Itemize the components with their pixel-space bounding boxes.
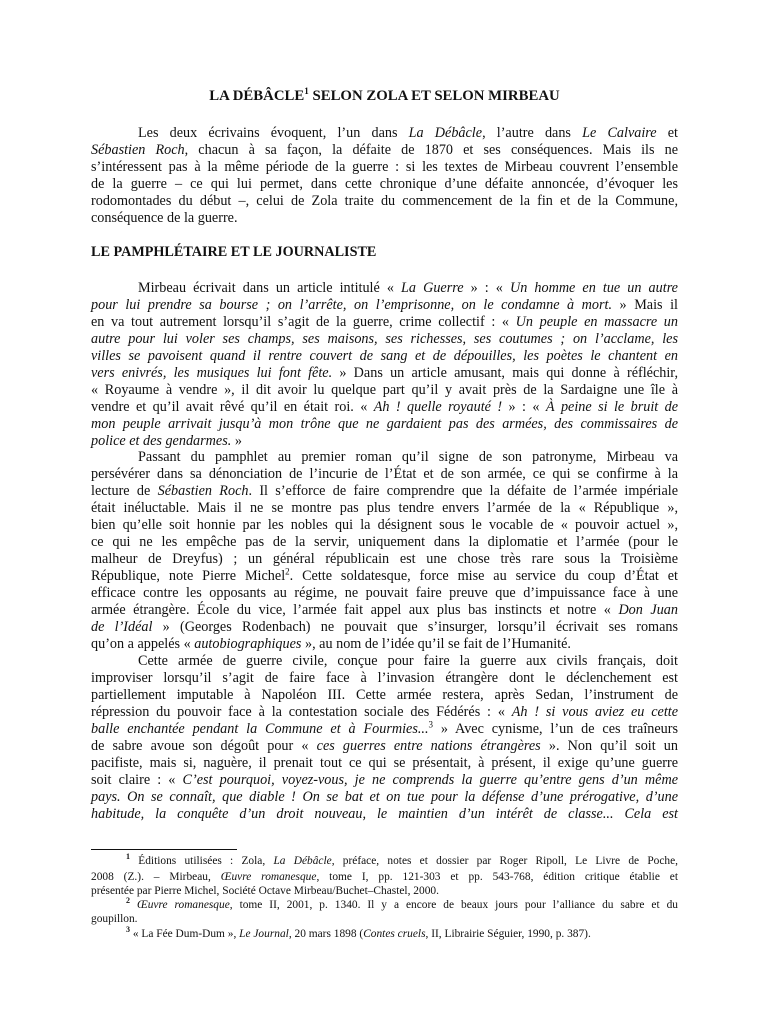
text-run: » xyxy=(231,433,242,449)
body-line xyxy=(91,331,678,347)
body-line xyxy=(91,551,678,567)
footnote-ref: 3 xyxy=(126,925,130,935)
document-title xyxy=(91,88,678,105)
italic-text: La Débâcle xyxy=(408,125,483,141)
body-line xyxy=(91,704,678,720)
body-line xyxy=(91,142,678,158)
italic-text: autre pour lui voler ses champs, ses maisons, ses richesses, ses coutumes ; on l’acclame, les xyxy=(91,331,678,347)
text-run: efficace contre les opposants au régime, ne pouvait faire preuve que d’impuissance face à une xyxy=(91,585,678,601)
text-run: , l’autre dans xyxy=(482,125,583,141)
text-run: , tome I, pp. 121-303 et pp. 543-768, édition critique établie et xyxy=(316,871,678,883)
italic-text: Le Journal xyxy=(239,928,289,940)
body-line xyxy=(91,806,678,822)
body-line xyxy=(91,517,678,533)
text-run: armée étrangère. École du vice, l’armée fait appel aux plus bas instincts et notre « xyxy=(91,602,619,618)
body-line xyxy=(91,449,678,465)
body-line xyxy=(91,755,678,771)
body-line xyxy=(91,314,678,330)
text-run: bien qu’elle soit honnie par les nobles qui la désignent sous le vocable de « pouvoir actuel », xyxy=(91,517,678,533)
body-line xyxy=(91,159,678,175)
text-run: , II, Librairie Séguier, 1990, p. 387). xyxy=(425,928,591,940)
italic-text: balle enchantée pendant la Commune et à Fourmies... xyxy=(91,721,429,737)
text-run xyxy=(130,899,137,911)
body-line xyxy=(91,297,678,313)
body-line xyxy=(91,585,678,601)
text-run: goupillon. xyxy=(91,913,138,925)
italic-text: de l’Idéal xyxy=(91,619,153,635)
italic-text: vers enivrés, les musiques lui font fête. xyxy=(91,365,333,381)
body-line xyxy=(91,483,678,499)
text-run: » Mais il xyxy=(612,297,678,313)
footnote-ref: 3 xyxy=(428,719,433,730)
footnote-ref: 2 xyxy=(285,566,290,577)
text-run: de sabre avoue son dégoût pour « xyxy=(91,738,317,754)
text-run: LA DÉBÂCLE xyxy=(209,88,305,104)
text-run: pacifiste, mais si, naguère, il prenait tout ce qui se présentait, à présent, il exige qu’une guerre xyxy=(91,755,678,771)
body-line xyxy=(91,176,678,192)
body-line xyxy=(91,348,678,364)
body-line xyxy=(91,193,678,209)
text-run: partiellement imputable à Napoléon III. Cette armée restera, après Sedan, l’instrument de xyxy=(91,687,678,703)
footnote-line xyxy=(91,884,678,898)
footnote-ref: 1 xyxy=(304,86,309,97)
text-run: République, note Pierre Michel xyxy=(91,568,286,584)
italic-text: villes se pavoisent quand il rentre couvert de sang et de dépouilles, les poètes le chantent en xyxy=(91,348,678,364)
italic-text: pays. On se connaît, que diable ! On se bat et on tue pour la défense d’une prérogative, d’une xyxy=(91,789,678,805)
text-run: improviser lorsqu’il s’agit de faire face à l’invasion étrangère dont le déclenchement est xyxy=(91,670,678,686)
body-line xyxy=(91,399,678,415)
text-run: qu’on a appelés « xyxy=(91,636,195,652)
text-run: , chacun à sa façon, la défaite de 1870 et ses conséquences. Mais ils ne xyxy=(184,142,678,158)
italic-text: mon peuple arrivait jusqu’à mon trône que ne gardaient pas des armées, des commissaires de xyxy=(91,416,678,432)
text-run: « Royaume à vendre », il dit avoir lu quelque part qu’il y avait près de la Sardaigne une île à xyxy=(91,382,678,398)
text-run: persévérer dans sa dénonciation de l’incurie de l’État et de son armée, ce qui se confirme à la xyxy=(91,466,678,482)
text-run: présentée par Pierre Michel, Société Octave Mirbeau/Buchet–Chastel, 2000. xyxy=(91,885,439,897)
italic-text: La Guerre xyxy=(401,280,464,296)
footnote-line xyxy=(91,870,678,884)
body-line xyxy=(91,789,678,805)
italic-text: Don Juan xyxy=(618,602,678,618)
footnote-line xyxy=(91,912,678,926)
text-run: répression du pouvoir face à la contestation sociale des Fédérés : « xyxy=(91,704,512,720)
text-run: , 20 mars 1898 ( xyxy=(288,928,364,940)
text-run: lecture de xyxy=(91,483,158,499)
text-run: de la guerre – ce qui lui permet, dans cette chronique d’une défaite annoncée, d’évoquer les xyxy=(91,176,678,192)
body-line xyxy=(91,670,678,686)
italic-text: Un peuple en massacre un xyxy=(515,314,678,330)
text-run: » (Georges Rodenbach) ne pouvait que s’insurger, lorsqu’il écrivait ses romans xyxy=(152,619,678,635)
italic-text: Contes cruels xyxy=(363,928,426,940)
body-line xyxy=(91,280,678,296)
body-line xyxy=(91,653,678,669)
text-run: Éditions utilisées : Zola, xyxy=(130,855,274,867)
footnote-ref: 2 xyxy=(126,896,130,906)
text-run: « La Fée Dum-Dum », xyxy=(130,928,240,940)
footnote-line xyxy=(91,927,678,941)
footnote-line xyxy=(91,854,678,868)
text-run: , tome II, 2001, p. 1340. Il y a encore de beaux jours pour l’alliance du sabre et du xyxy=(229,899,678,911)
text-run: conséquence de la guerre. xyxy=(91,210,238,226)
body-line xyxy=(91,433,678,449)
italic-text: À peine si le bruit de xyxy=(545,399,679,415)
text-run: Cette armée de guerre civile, conçue pour faire la guerre aux civils français, doit xyxy=(138,653,678,669)
italic-text: habitude, la conquête d’un droit nouveau, le maintien d’un intérêt de classe... Cela est xyxy=(91,806,678,822)
section-heading: LE PAMPHLÉTAIRE ET LE JOURNALISTE xyxy=(91,244,377,260)
text-run: rodomontades du début –, celui de Zola traite du commencement de la fin et de la Commune, xyxy=(91,193,678,209)
body-line xyxy=(91,382,678,398)
text-run: , préface, notes et dossier par Roger Ripoll, Le Livre de Poche, xyxy=(331,855,679,867)
italic-text: Œuvre romanesque xyxy=(220,871,317,883)
footnote-separator xyxy=(91,849,237,850)
italic-text: Ah ! si vous aviez eu cette xyxy=(511,704,678,720)
footnote-ref: 1 xyxy=(126,852,130,862)
text-run: », au nom de l’idée qu’il se fait de l’Humanité. xyxy=(301,636,571,652)
body-line xyxy=(91,721,678,737)
body-line xyxy=(91,125,678,141)
italic-text: Sébastien Roch xyxy=(91,142,185,158)
italic-text: ces guerres entre nations étrangères xyxy=(316,738,541,754)
body-line xyxy=(91,416,678,432)
text-run: ce qui ne les empêche pas de la servir, uniquement dans la diplomatie et l’armée (pour le xyxy=(91,534,678,550)
body-line xyxy=(91,772,678,788)
text-run: vendre et qu’il avait rêvé qu’il en était roi. « xyxy=(91,399,374,415)
footnote-line xyxy=(91,898,678,912)
text-run: » : « xyxy=(502,399,546,415)
text-run: . Il s’efforce de faire comprendre que la défaite de l’armée impériale xyxy=(248,483,679,499)
text-run: SELON ZOLA ET SELON MIRBEAU xyxy=(308,88,560,104)
italic-text: Le Calvaire xyxy=(582,125,657,141)
body-line xyxy=(91,466,678,482)
italic-text: Ah ! quelle royauté ! xyxy=(373,399,503,415)
italic-text: La Débâcle xyxy=(273,855,332,867)
body-line xyxy=(91,738,678,754)
body-line xyxy=(91,636,678,652)
text-run: malheur de Dreyfus) ; un général républicain est une chose très rare sous la Troisième xyxy=(91,551,678,567)
body-line xyxy=(91,619,678,635)
italic-text: C’est pourquoi, voyez-vous, je ne comprends la guerre qu’entre gens d’un même xyxy=(182,772,678,788)
body-line xyxy=(91,687,678,703)
text-run: s’intéressent pas à la même période de la guerre : si les textes de Mirbeau couvrent l’ensemble xyxy=(91,159,678,175)
italic-text: pour lui prendre sa bourse ; on l’arrête, on l’emprisonne, on le condamne à mort. xyxy=(91,297,613,313)
body-line xyxy=(91,534,678,550)
text-run: » Dans un article amusant, mais qui donne à réfléchir, xyxy=(332,365,678,381)
body-line xyxy=(91,210,678,226)
text-run: soit claire : « xyxy=(91,772,183,788)
italic-text: autobiographiques xyxy=(194,636,302,652)
italic-text: police et des gendarmes. xyxy=(91,433,232,449)
text-run: » : « xyxy=(463,280,510,296)
text-run: et xyxy=(656,125,678,141)
italic-text: Œuvre romanesque xyxy=(136,899,230,911)
text-run: » Avec cynisme, l’un de ces traîneurs xyxy=(433,721,678,737)
italic-text: Sébastien Roch xyxy=(157,483,249,499)
text-run: était inéluctable. Mais il ne se montre pas plus tendre envers l’armée de la « République », xyxy=(91,500,678,516)
text-run: 2008 (Z.). – Mirbeau, xyxy=(91,871,221,883)
text-run: Les deux écrivains évoquent, l’un dans xyxy=(138,125,409,141)
text-run: en va tout autrement lorsqu’il s’agit de la guerre, crime collectif : « xyxy=(91,314,516,330)
body-line xyxy=(91,365,678,381)
italic-text: Un homme en tue un autre xyxy=(509,280,678,296)
body-line xyxy=(91,500,678,516)
text-run: Mirbeau écrivait dans un article intitulé « xyxy=(138,280,402,296)
body-line xyxy=(91,568,678,584)
text-run: Passant du pamphlet au premier roman qu’il signe de son patronyme, Mirbeau va xyxy=(138,449,678,465)
body-line xyxy=(91,602,678,618)
text-run: . Cette soldatesque, force mise au service du coup d’État et xyxy=(289,568,678,584)
text-run: ». Non qu’il soit un xyxy=(540,738,678,754)
